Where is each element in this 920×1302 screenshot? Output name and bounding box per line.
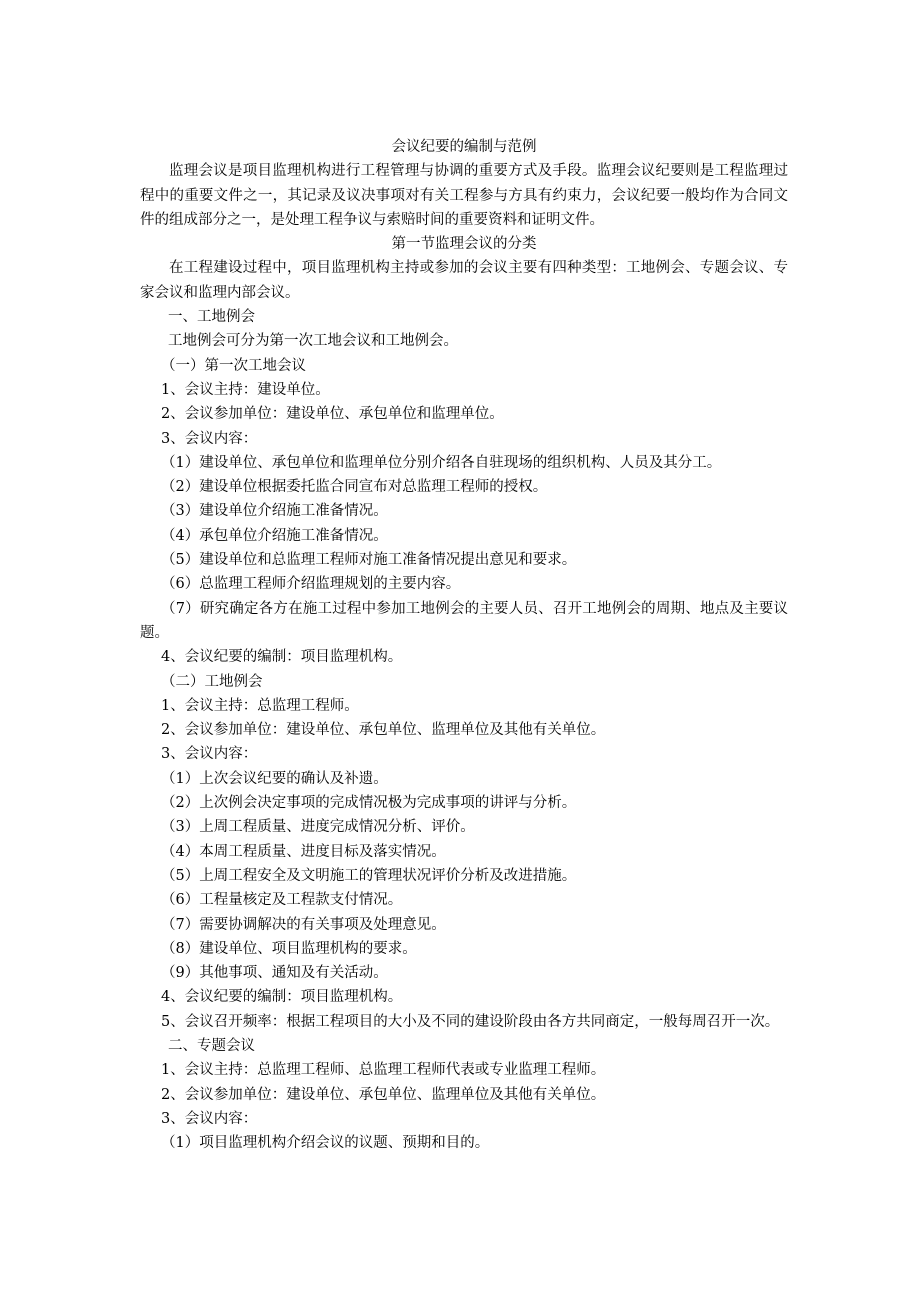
document-title: 会议纪要的编制与范例 — [391, 139, 537, 155]
content-item: （7）研究确定各方在施工过程中参加工地例会的主要人员、召开工地例会的周期、地点及主要议题。 — [140, 600, 788, 641]
content-item: （4）承包单位介绍施工准备情况。 — [161, 527, 388, 544]
content-item: （2）上次例会决定事项的完成情况极为完成事项的讲评与分析。 — [161, 795, 577, 812]
list-item: 4、会议纪要的编制：项目监理机构。 — [161, 649, 403, 666]
content-item: （1）项目监理机构介绍会议的议题、预期和目的。 — [161, 1135, 490, 1152]
list-item: 3、会议内容： — [161, 746, 258, 763]
part-heading-special-meeting: 二、专题会议 — [168, 1037, 255, 1054]
list-item: 2、会议参加单位：建设单位、承包单位、监理单位及其他有关单位。 — [161, 722, 606, 739]
section-intro-paragraph: 在工程建设过程中，项目监理机构主持或参加的会议主要有四种类型：工地例会、专题会议、专家会议和监理内部会议。 — [140, 260, 788, 301]
content-item: （6）工程量核定及工程款支付情况。 — [161, 892, 403, 909]
content-item: （5）建设单位和总监理工程师对施工准备情况提出意见和要求。 — [161, 552, 577, 569]
content-item: （2）建设单位根据委托监合同宣布对总监理工程师的授权。 — [161, 479, 548, 496]
content-item: （5）上周工程安全及文明施工的管理状况评价分析及改进措施。 — [161, 867, 577, 884]
list-item: 1、会议主持：总监理工程师、总监理工程师代表或专业监理工程师。 — [161, 1062, 606, 1079]
content-item: （3）上周工程质量、进度完成情况分析、评价。 — [161, 819, 475, 836]
content-item: （4）本周工程质量、进度目标及落实情况。 — [161, 843, 446, 860]
list-item: 5、会议召开频率：根据工程项目的大小及不同的建设阶段由各方共同商定，一般每周召开一次。 — [161, 1013, 780, 1030]
content-item: （6）总监理工程师介绍监理规划的主要内容。 — [161, 576, 461, 593]
content-item: （3）建设单位介绍施工准备情况。 — [161, 503, 388, 520]
list-item: 2、会议参加单位：建设单位、承包单位和监理单位。 — [161, 406, 504, 423]
part-intro-site-meeting: 工地例会可分为第一次工地会议和工地例会。 — [168, 333, 458, 350]
list-item: 3、会议内容： — [161, 430, 258, 447]
list-item: 4、会议纪要的编制：项目监理机构。 — [161, 989, 403, 1006]
content-item: （7）需要协调解决的有关事项及处理意见。 — [161, 916, 446, 933]
content-item: （9）其他事项、通知及有关活动。 — [161, 965, 388, 982]
section-title: 第一节监理会议的分类 — [391, 236, 537, 253]
content-item: （1）上次会议纪要的确认及补遗。 — [161, 770, 388, 787]
part-heading-site-meeting: 一、工地例会 — [168, 309, 255, 326]
subsection-heading-site-meeting: （二）工地例会 — [161, 673, 263, 690]
list-item: 2、会议参加单位：建设单位、承包单位、监理单位及其他有关单位。 — [161, 1086, 606, 1103]
list-item: 3、会议内容： — [161, 1110, 258, 1127]
content-item: （8）建设单位、项目监理机构的要求。 — [161, 940, 417, 957]
list-item: 1、会议主持：总监理工程师。 — [161, 697, 359, 714]
document-body — [140, 135, 788, 1155]
list-item: 1、会议主持：建设单位。 — [161, 381, 330, 398]
intro-paragraph: 监理会议是项目监理机构进行工程管理与协调的重要方式及手段。监理会议纪要则是工程监理过程中的重要文件之一，其记录及议决事项对有关工程参与方具有约束力，会议纪要一般均作为合同文件的组成部分之一，是处理工程争议与索赔时间的重要资料和证明文件。 — [140, 163, 788, 228]
content-item: （1）建设单位、承包单位和监理单位分别介绍各自驻现场的组织机构、人员及其分工。 — [161, 454, 722, 471]
subsection-heading-first-meeting: （一）第一次工地会议 — [161, 357, 306, 374]
